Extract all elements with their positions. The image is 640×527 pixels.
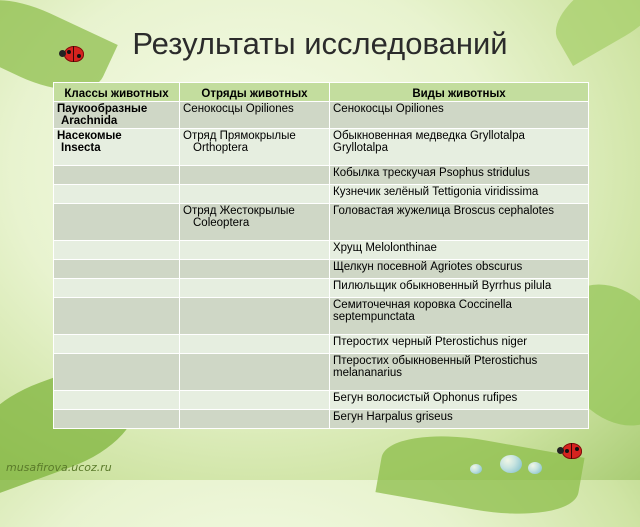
table-row bbox=[54, 185, 589, 204]
cell-species-line: melananarius bbox=[333, 367, 403, 379]
cell-class bbox=[54, 298, 180, 335]
cell-order bbox=[180, 204, 330, 241]
table-header-row bbox=[54, 83, 589, 102]
table-row bbox=[54, 354, 589, 391]
header-orders: Отряды животных bbox=[180, 83, 330, 102]
watermark: musafirova.ucoz.ru bbox=[6, 461, 112, 474]
cell-order bbox=[180, 129, 330, 166]
cell-order bbox=[180, 354, 330, 391]
cell-class bbox=[54, 204, 180, 241]
table-row bbox=[54, 241, 589, 260]
cell-species-line: Птеростих черный Pterostichus niger bbox=[333, 336, 528, 348]
table-row bbox=[54, 166, 589, 185]
cell-species-line: Хрущ Melolonthinae bbox=[333, 242, 437, 254]
table-row bbox=[54, 129, 589, 166]
cell-species-line: Обыкновенная медведка Gryllotalpa bbox=[333, 130, 525, 142]
cell-species-line: Птеростих обыкновенный Pterostichus bbox=[333, 355, 538, 367]
table-body bbox=[54, 102, 589, 429]
cell-species-line: Щелкун посевной Agriotes obscurus bbox=[333, 261, 523, 273]
cell-order-line: Orthoptera bbox=[193, 142, 248, 154]
cell-order-line: Отряд Прямокрылые bbox=[183, 130, 296, 142]
cell-class bbox=[54, 102, 180, 129]
cell-class bbox=[54, 279, 180, 298]
cell-order bbox=[180, 102, 330, 129]
cell-species bbox=[330, 241, 589, 260]
cell-class-line: Паукообразные bbox=[57, 103, 148, 115]
cell-species bbox=[330, 185, 589, 204]
water-drop bbox=[528, 462, 542, 474]
cell-class-line: Arachnida bbox=[61, 115, 118, 127]
cell-order bbox=[180, 410, 330, 429]
cell-species-line: Кузнечик зелёный Tettigonia viridissima bbox=[333, 186, 539, 198]
cell-species bbox=[330, 298, 589, 335]
cell-species bbox=[330, 391, 589, 410]
cell-class bbox=[54, 260, 180, 279]
cell-class bbox=[54, 241, 180, 260]
cell-species bbox=[330, 260, 589, 279]
background-leaf bbox=[375, 423, 584, 527]
cell-species-line: Бегун волосистый Ophonus rufipes bbox=[333, 392, 518, 404]
cell-class bbox=[54, 354, 180, 391]
cell-species bbox=[330, 279, 589, 298]
slide-title: Результаты исследований bbox=[132, 26, 508, 61]
ladybug-icon bbox=[562, 443, 582, 459]
cell-species-line: Головастая жужелица Broscus cephalotes bbox=[333, 205, 554, 217]
cell-order-line: Сенокосцы Opiliones bbox=[183, 103, 294, 115]
cell-order bbox=[180, 241, 330, 260]
cell-order bbox=[180, 260, 330, 279]
cell-species bbox=[330, 335, 589, 354]
cell-species bbox=[330, 102, 589, 129]
cell-species-line: Кобылка трескучая Psophus stridulus bbox=[333, 167, 530, 179]
cell-species-line: septempunctata bbox=[333, 311, 415, 323]
cell-species bbox=[330, 204, 589, 241]
cell-species-line: Сенокосцы Opiliones bbox=[333, 103, 444, 115]
table-row bbox=[54, 279, 589, 298]
water-drop bbox=[500, 455, 522, 473]
results-table bbox=[53, 82, 589, 429]
table-row bbox=[54, 102, 589, 129]
cell-order bbox=[180, 298, 330, 335]
cell-order bbox=[180, 335, 330, 354]
cell-class bbox=[54, 185, 180, 204]
cell-species-line: Бегун Harpalus griseus bbox=[333, 411, 453, 423]
cell-class-line: Insecta bbox=[61, 142, 101, 154]
cell-order bbox=[180, 391, 330, 410]
table-row bbox=[54, 298, 589, 335]
table-row bbox=[54, 335, 589, 354]
cell-species bbox=[330, 166, 589, 185]
cell-species-line: Gryllotalpa bbox=[333, 142, 388, 154]
cell-class bbox=[54, 166, 180, 185]
cell-class bbox=[54, 129, 180, 166]
cell-species bbox=[330, 354, 589, 391]
cell-order bbox=[180, 279, 330, 298]
table-row bbox=[54, 410, 589, 429]
cell-class bbox=[54, 391, 180, 410]
cell-class-line: Насекомые bbox=[57, 130, 122, 142]
header-species: Виды животных bbox=[330, 83, 589, 102]
cell-class bbox=[54, 335, 180, 354]
cell-order-line: Отряд Жестокрылые bbox=[183, 205, 295, 217]
header-classes: Классы животных bbox=[54, 83, 180, 102]
cell-order bbox=[180, 185, 330, 204]
cell-species bbox=[330, 410, 589, 429]
cell-species-line: Пилюльщик обыкновенный Byrrhus pilula bbox=[333, 280, 552, 292]
table-row bbox=[54, 260, 589, 279]
cell-order bbox=[180, 166, 330, 185]
cell-species bbox=[330, 129, 589, 166]
table-row bbox=[54, 391, 589, 410]
cell-species-line: Семиточечная коровка Coccinella bbox=[333, 299, 512, 311]
water-drop bbox=[470, 464, 482, 474]
cell-class bbox=[54, 410, 180, 429]
table-row bbox=[54, 204, 589, 241]
cell-order-line: Coleoptera bbox=[193, 217, 250, 229]
